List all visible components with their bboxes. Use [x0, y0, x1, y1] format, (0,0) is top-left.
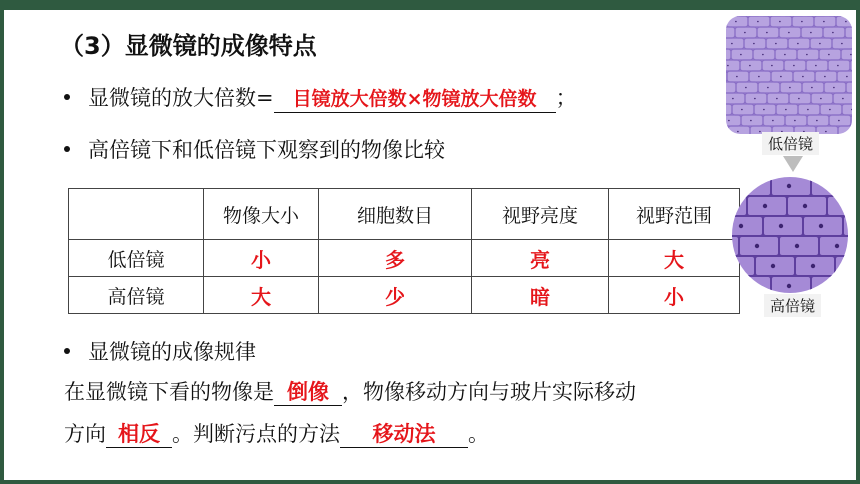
- cell-nucleus: [811, 264, 815, 268]
- section-title: （3）显微镜的成像特点: [60, 32, 317, 60]
- method-blank: [340, 421, 468, 448]
- cell-nucleus: [820, 98, 822, 100]
- cell-nucleus: [810, 32, 812, 34]
- cell-nucleus: [735, 21, 737, 23]
- cell-nucleus: [825, 131, 827, 133]
- cell-nucleus: [754, 98, 756, 100]
- cell-nucleus: [833, 87, 835, 89]
- cell-nucleus: [798, 98, 800, 100]
- high-power-caption: 高倍镜: [764, 294, 821, 317]
- table-cell: 少: [319, 277, 472, 314]
- cell-nucleus: [816, 120, 818, 122]
- table-cell: 大: [204, 277, 319, 314]
- cell-nucleus: [731, 43, 733, 45]
- compare-heading: 高倍镜下和低倍镜下观察到的物像比较: [88, 138, 445, 162]
- cell-nucleus: [788, 32, 790, 34]
- bullet-icon: [64, 348, 70, 354]
- cell-nucleus: [793, 65, 795, 67]
- cell-nucleus: [780, 76, 782, 78]
- high-power-cells-image: [731, 176, 849, 294]
- cell-nucleus: [832, 32, 834, 34]
- cell-nucleus: [737, 131, 739, 133]
- cell-nucleus: [815, 65, 817, 67]
- cell-nucleus: [753, 43, 755, 45]
- cell-nucleus: [819, 43, 821, 45]
- magnification-label: 显微镜的放大倍数=: [88, 86, 274, 110]
- cell-nucleus: [787, 184, 791, 188]
- cell-nucleus: [842, 98, 844, 100]
- table-header-cell: 物像大小: [204, 189, 319, 240]
- cell-nucleus: [750, 120, 752, 122]
- cell-nucleus: [789, 87, 791, 89]
- row-label-low: 低倍镜: [69, 240, 204, 277]
- cell-nucleus: [784, 54, 786, 56]
- cell-nucleus: [767, 87, 769, 89]
- cell-nucleus: [732, 98, 734, 100]
- cell-nucleus: [806, 54, 808, 56]
- cell-nucleus: [802, 76, 804, 78]
- cell-nucleus: [835, 244, 839, 248]
- table-cell: 亮: [472, 240, 609, 277]
- cell-nucleus: [811, 87, 813, 89]
- cell-nucleus: [829, 109, 831, 111]
- cell-nucleus: [775, 43, 777, 45]
- cell-nucleus: [757, 21, 759, 23]
- rule-heading-line: [64, 336, 256, 366]
- rule-line2-end: 。: [468, 422, 489, 446]
- cell-nucleus: [779, 21, 781, 23]
- rule-line-2: [64, 418, 489, 448]
- direction-answer: 相反: [118, 422, 160, 446]
- magnification-blank: [274, 85, 556, 113]
- cell-nucleus: [745, 87, 747, 89]
- magnification-line: [64, 82, 577, 113]
- cell-nucleus: [744, 32, 746, 34]
- table-header-cell: 视野范围: [609, 189, 740, 240]
- bullet-icon: [64, 146, 70, 152]
- cell-nucleus: [772, 120, 774, 122]
- cell-nucleus: [845, 21, 847, 23]
- cell-nucleus: [741, 109, 743, 111]
- cell-nucleus: [763, 204, 767, 208]
- arrow-down-icon: [783, 156, 803, 172]
- cell-nucleus: [807, 109, 809, 111]
- cell-nucleus: [747, 184, 751, 188]
- table-cell: 小: [204, 240, 319, 277]
- cell-nucleus: [776, 98, 778, 100]
- comparison-table: [68, 188, 740, 314]
- cell-nucleus: [779, 224, 783, 228]
- cell-nucleus: [801, 21, 803, 23]
- magnification-end: ；: [555, 86, 577, 110]
- cell-nucleus: [847, 131, 849, 133]
- cell-nucleus: [837, 65, 839, 67]
- rule-line2-mid: 。判断污点的方法: [172, 422, 340, 446]
- cell-nucleus: [797, 43, 799, 45]
- cell-nucleus: [727, 65, 729, 67]
- table-header-cell: [69, 189, 204, 240]
- cell-nucleus: [758, 76, 760, 78]
- cell-nucleus: [766, 32, 768, 34]
- cell-nucleus: [771, 65, 773, 67]
- rule-line-1: [64, 376, 636, 406]
- rule-line1-pre: 在显微镜下看的物像是: [64, 380, 274, 404]
- cell-nucleus: [749, 65, 751, 67]
- cell-nucleus: [731, 264, 735, 268]
- table-header-row: [69, 189, 740, 240]
- top-bar: [4, 4, 856, 10]
- table-cell: 小: [609, 277, 740, 314]
- table-cell: 暗: [472, 277, 609, 314]
- cell-nucleus: [762, 54, 764, 56]
- table-header-cell: 细胞数目: [319, 189, 472, 240]
- cell-nucleus: [841, 43, 843, 45]
- cell-nucleus: [739, 224, 743, 228]
- table-cell: 多: [319, 240, 472, 277]
- inversion-answer: 倒像: [287, 380, 329, 404]
- low-power-caption: 低倍镜: [762, 132, 819, 155]
- cell-nucleus: [763, 109, 765, 111]
- row-label-high: 高倍镜: [69, 277, 204, 314]
- method-answer: 移动法: [372, 422, 436, 446]
- cell-nucleus: [846, 76, 848, 78]
- cell-nucleus: [823, 21, 825, 23]
- compare-heading-line: [64, 134, 445, 164]
- cell-nucleus: [755, 244, 759, 248]
- cell-nucleus: [819, 224, 823, 228]
- bullet-icon: [64, 94, 70, 100]
- cell-nucleus: [736, 76, 738, 78]
- table-header-cell: 视野亮度: [472, 189, 609, 240]
- table-cell: 大: [609, 240, 740, 277]
- rule-heading: 显微镜的成像规律: [88, 340, 256, 364]
- table-row: [69, 240, 740, 277]
- slide: [4, 4, 856, 480]
- cell-nucleus: [785, 109, 787, 111]
- inversion-blank: [274, 379, 342, 406]
- cell-nucleus: [728, 120, 730, 122]
- cell-nucleus: [787, 284, 791, 288]
- low-power-cells-image: [726, 16, 852, 134]
- cell-nucleus: [827, 184, 831, 188]
- cell-nucleus: [794, 120, 796, 122]
- cell-nucleus: [824, 76, 826, 78]
- cell-outline: [726, 126, 728, 134]
- rule-line1-post: ，物像移动方向与玻片实际移动: [342, 380, 636, 404]
- magnification-answer: 目镜放大倍数×物镜放大倍数: [292, 88, 537, 110]
- cell-nucleus: [795, 244, 799, 248]
- cell-nucleus: [740, 54, 742, 56]
- cell-nucleus: [771, 264, 775, 268]
- cell-nucleus: [838, 120, 840, 122]
- cell-nucleus: [828, 54, 830, 56]
- direction-blank: [106, 421, 172, 448]
- cell-nucleus: [747, 284, 751, 288]
- cell-nucleus: [843, 204, 847, 208]
- cell-nucleus: [759, 131, 761, 133]
- rule-line2-pre: 方向: [64, 422, 106, 446]
- table-row: [69, 277, 740, 314]
- cell-nucleus: [803, 204, 807, 208]
- cell-nucleus: [850, 54, 852, 56]
- cell-nucleus: [827, 284, 831, 288]
